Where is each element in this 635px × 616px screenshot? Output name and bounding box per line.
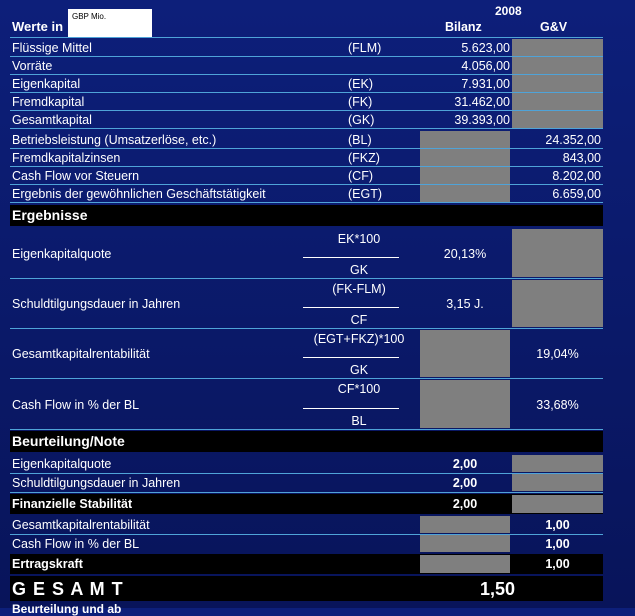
row-abbr: (FLM) xyxy=(348,41,382,55)
divider xyxy=(10,328,603,329)
footer-partial-text: Beurteilung und ab xyxy=(12,602,122,616)
divider xyxy=(10,184,603,185)
row-abbr: (EGT) xyxy=(348,187,383,201)
row-label: Betriebsleistung (Umsatzerlöse, etc.) xyxy=(12,133,217,147)
table-row xyxy=(10,131,603,148)
formula-numerator: CF*100 xyxy=(337,382,381,396)
formula-denominator: CF xyxy=(350,313,368,327)
table-row xyxy=(10,167,603,184)
row-guv[interactable]: 843,00 xyxy=(562,151,601,165)
empty-cell xyxy=(512,57,603,74)
divider xyxy=(10,166,603,167)
gesamt-value: 1,50 xyxy=(480,579,516,599)
row-label: Fremdkapital xyxy=(12,95,85,109)
empty-cell xyxy=(512,229,603,277)
divider xyxy=(10,56,603,57)
formula-denominator: GK xyxy=(349,263,369,277)
grade-guv: 1,00 xyxy=(545,557,570,571)
grade-guv: 1,00 xyxy=(545,537,570,551)
grade-bilanz: 2,00 xyxy=(452,497,478,511)
col-guv-header: G&V xyxy=(540,20,568,34)
empty-cell xyxy=(512,75,603,92)
row-label: Fremdkapitalzinsen xyxy=(12,151,121,165)
result-label: Schuldtilgungsdauer in Jahren xyxy=(12,297,181,311)
row-abbr: (FKZ) xyxy=(348,151,380,165)
empty-cell xyxy=(512,93,603,110)
ergebnisse-title: Ergebnisse xyxy=(12,207,88,223)
table-row xyxy=(10,39,603,56)
empty-cell xyxy=(512,111,603,128)
result-guv: 33,68% xyxy=(536,398,579,412)
row-label: Vorräte xyxy=(12,59,53,73)
table-row xyxy=(10,111,603,128)
col-bilanz-header: Bilanz xyxy=(445,20,482,34)
row-abbr: (CF) xyxy=(348,169,373,183)
result-label: Gesamtkapitalrentabilität xyxy=(12,347,150,361)
divider xyxy=(10,148,603,149)
grade-guv: 1,00 xyxy=(545,518,570,532)
row-bilanz[interactable]: 5.623,00 xyxy=(461,41,510,55)
divider xyxy=(10,534,603,535)
empty-cell xyxy=(512,280,603,327)
formula-denominator: BL xyxy=(351,414,367,428)
divider xyxy=(10,110,603,111)
divider xyxy=(10,492,603,493)
divider xyxy=(10,92,603,93)
grade-bilanz: 2,00 xyxy=(452,457,478,471)
table-row xyxy=(10,57,603,74)
grade-label: Cash Flow in % der BL xyxy=(12,537,140,551)
divider xyxy=(10,37,603,38)
year-label: 2008 xyxy=(495,4,522,18)
row-label: Eigenkapital xyxy=(12,77,81,91)
fraction-line xyxy=(303,307,399,308)
divider xyxy=(10,202,603,203)
row-bilanz[interactable]: 39.393,00 xyxy=(454,113,510,127)
table-row xyxy=(10,185,603,202)
row-guv[interactable]: 6.659,00 xyxy=(552,187,601,201)
grade-label: Finanzielle Stabilität xyxy=(12,497,133,511)
result-bilanz: 20,13% xyxy=(443,247,487,261)
divider xyxy=(10,429,603,430)
grade-label: Eigenkapitalquote xyxy=(12,457,112,471)
row-bilanz[interactable]: 7.931,00 xyxy=(461,77,510,91)
result-label: Cash Flow in % der BL xyxy=(12,398,140,412)
table-row xyxy=(10,75,603,92)
formula-numerator: (FK-FLM) xyxy=(332,282,386,296)
empty-cell xyxy=(512,39,603,56)
result-bilanz: 3,15 J. xyxy=(446,297,484,311)
row-bilanz[interactable]: 31.462,00 xyxy=(454,95,510,109)
gesamt-label: G E S A M T xyxy=(12,579,124,599)
beurteilung-title: Beurteilung/Note xyxy=(12,433,125,449)
divider xyxy=(10,74,603,75)
row-label: Cash Flow vor Steuern xyxy=(12,169,140,183)
fraction-line xyxy=(303,257,399,258)
werte-in-label: Werte in xyxy=(12,19,64,34)
table-row xyxy=(10,149,603,166)
divider xyxy=(10,278,603,279)
empty-cell xyxy=(512,455,603,472)
divider xyxy=(10,128,603,129)
table-row xyxy=(10,93,603,110)
formula-denominator: GK xyxy=(349,363,369,377)
formula-numerator: EK*100 xyxy=(337,232,381,246)
result-guv: 19,04% xyxy=(536,347,579,361)
fraction-line xyxy=(303,357,399,358)
row-abbr: (FK) xyxy=(348,95,373,109)
empty-cell xyxy=(420,555,510,573)
unit-input[interactable]: GBP Mio. xyxy=(68,9,152,38)
empty-cell xyxy=(512,474,603,491)
row-guv[interactable]: 24.352,00 xyxy=(545,133,601,147)
row-label: Ergebnis der gewöhnlichen Geschäftstätigkeit xyxy=(12,187,266,201)
row-abbr: (GK) xyxy=(348,113,375,127)
section-bar xyxy=(10,205,603,226)
financial-sheet xyxy=(10,0,603,616)
empty-cell xyxy=(420,535,510,552)
empty-cell xyxy=(420,330,510,377)
empty-cell xyxy=(420,516,510,533)
row-abbr: (BL) xyxy=(348,133,372,147)
formula-numerator: (EGT+FKZ)*100 xyxy=(313,332,405,346)
row-guv[interactable]: 8.202,00 xyxy=(552,169,601,183)
empty-cell xyxy=(420,380,510,428)
grade-label: Schuldtilgungsdauer in Jahren xyxy=(12,476,181,490)
grade-label: Gesamtkapitalrentabilität xyxy=(12,518,150,532)
divider xyxy=(10,378,603,379)
result-label: Eigenkapitalquote xyxy=(12,247,112,261)
row-label: Gesamtkapital xyxy=(12,113,92,127)
row-bilanz[interactable]: 4.056,00 xyxy=(461,59,510,73)
row-label: Flüssige Mittel xyxy=(12,41,92,55)
grade-bilanz: 2,00 xyxy=(452,476,478,490)
empty-cell xyxy=(512,495,603,513)
fraction-line xyxy=(303,408,399,409)
row-abbr: (EK) xyxy=(348,77,373,91)
grade-label: Ertragskraft xyxy=(12,557,83,571)
